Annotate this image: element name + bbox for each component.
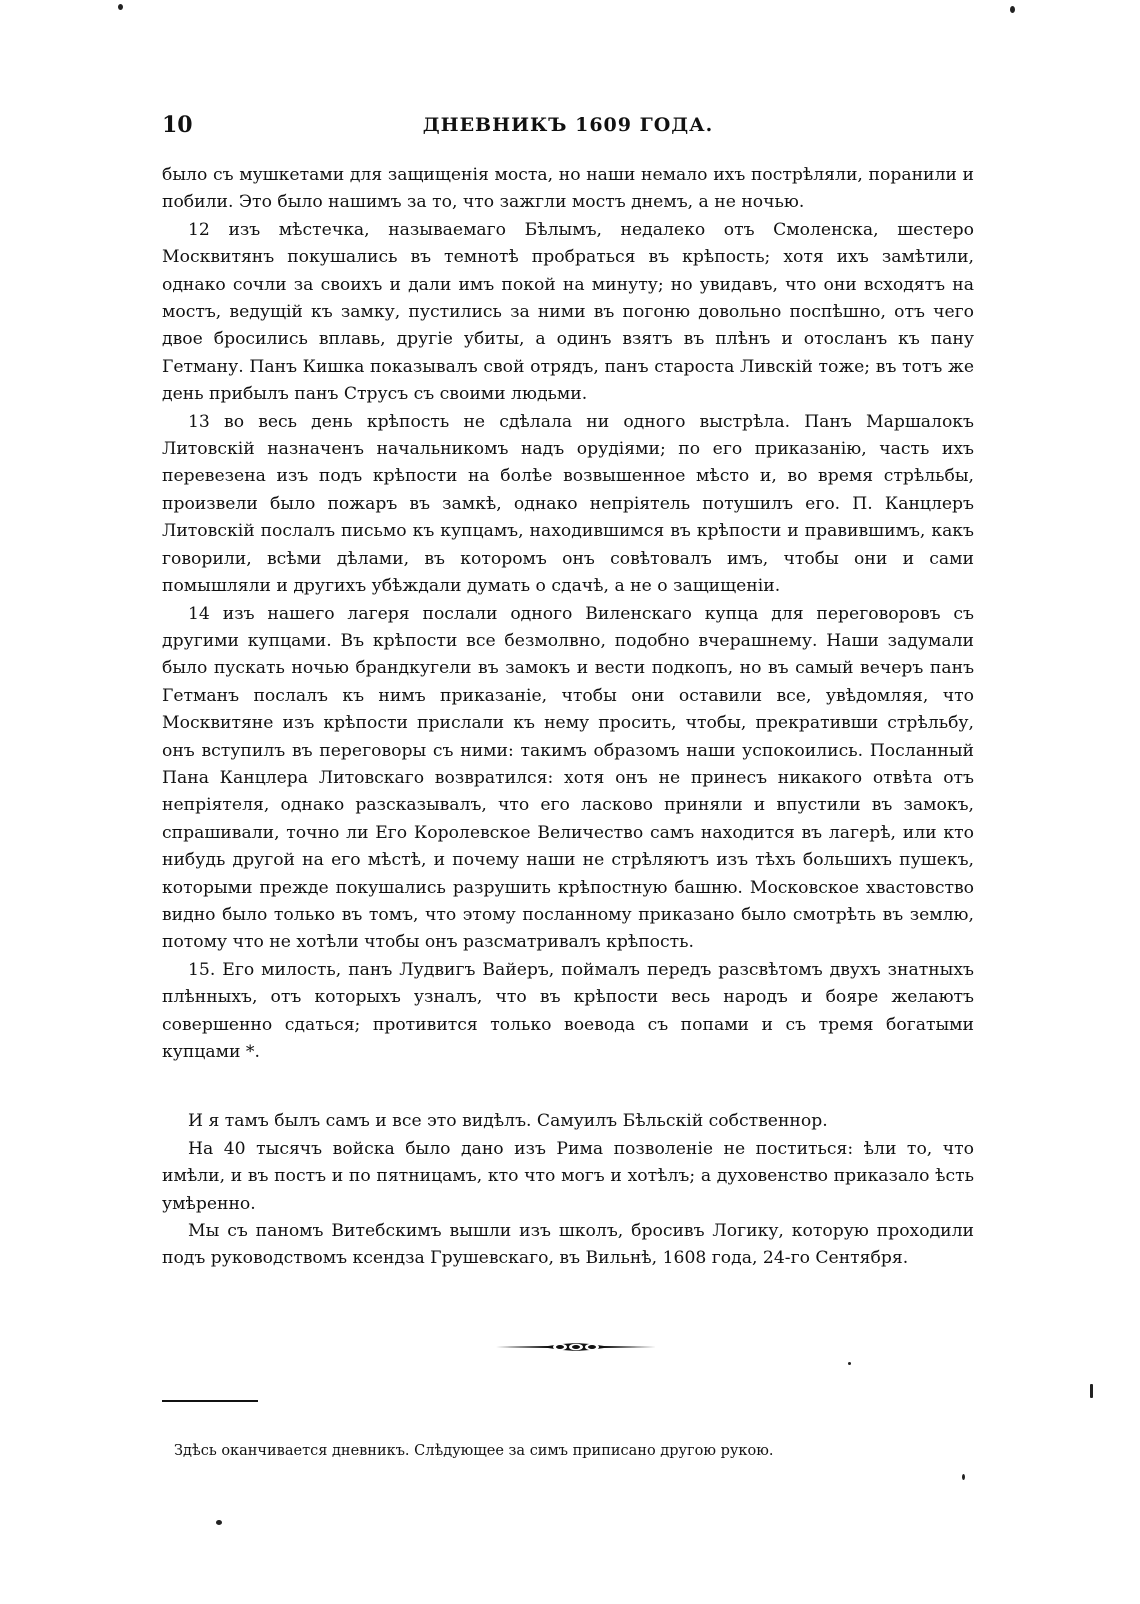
paragraph-continued: было съ мушкетами для защищенія моста, но наши немало ихъ пострѣляли, поранили и побили. Это было нашимъ за то, что зажгли мостъ днемъ, а не ночью. (162, 165, 974, 213)
postscript-fasting: На 40 тысячъ войска было дано изъ Рима позволеніе не поститься: ѣли то, что имѣли, и въ постъ и по пятницамъ, кто что могъ и хотѣлъ; а духовенство приказало ѣсть умѣренно. (162, 1138, 974, 1214)
paragraph-day-13: 13 во весь день крѣпость не сдѣлала ни одного выстрѣла. Панъ Маршалокъ Литовскій назначенъ начальникомъ надъ орудіями; по его приказанію, часть ихъ перевезена изъ подъ крѣпости на болѣе возвышенное мѣсто и, во время стрѣльбы, произвели было пожаръ въ замкѣ, однако непріятель потушилъ его. П. Канцлеръ Литовскій послалъ письмо къ купцамъ, находившимся въ крѣпости и правившимъ, какъ говорили, всѣми дѣлами, въ которомъ онъ совѣтовалъ имъ, чтобы они и сами помышляли и другихъ убѣждали думать о сдачѣ, а не о защищеніи. (162, 411, 974, 597)
main-text (162, 162, 974, 1273)
footnote-rule (162, 1400, 258, 1402)
scan-speck (118, 4, 123, 10)
postscript-signature: И я тамъ былъ самъ и все это видѣлъ. Самуилъ Бѣльскій собственнор. (188, 1111, 828, 1132)
scan-speck (848, 1362, 851, 1365)
postscript-school: Мы съ паномъ Витебскимъ вышли изъ школъ, бросивъ Логику, которую проходили подъ руководствомъ ксендза Грушевскаго, въ Вильнѣ, 1608 года, 24-го Сентября. (162, 1221, 974, 1269)
scan-speck (962, 1474, 965, 1480)
section-gap (162, 1066, 974, 1108)
ornament-divider (496, 1340, 656, 1354)
footnote: Здѣсь оканчивается дневникъ. Слѣдующее за симъ приписано другою рукою. (174, 1443, 774, 1459)
scan-speck (1010, 6, 1015, 13)
paragraph-day-15: 15. Его милость, панъ Лудвигъ Вайеръ, поймалъ передъ разсвѣтомъ двухъ знатныхъ плѣнныхъ, отъ которыхъ узналъ, что въ крѣпости весь народъ и бояре желаютъ совершенно сдаться; противится только воевода съ попами и съ тремя богатыми купцами *. (162, 959, 974, 1062)
scan-speck (216, 1520, 222, 1525)
page-header (162, 112, 974, 144)
page-number: 10 (162, 112, 193, 138)
running-title: ДНЕВНИКЪ 1609 ГОДА. (422, 114, 714, 136)
scan-speck (1090, 1384, 1093, 1398)
paragraph-day-14: 14 изъ нашего лагеря послали одного Виленскаго купца для переговоровъ съ другими купцами. Въ крѣпости все безмолвно, подобно вчерашнему. Наши задумали было пускать ночью брандкугели въ замокъ и вести подкопъ, но въ самый вечеръ панъ Гетманъ послалъ къ нимъ приказаніе, чтобы они оставили все, увѣдомляя, что Москвитяне изъ крѣпости прислали къ нему просить, чтобы, прекративши стрѣльбу, онъ вступилъ въ переговоры съ ними: такимъ образомъ наши успокоились. Посланный Пана Канцлера Литовскаго возвратился: хотя онъ не принесъ никакого отвѣта отъ непріятеля, однако разсказывалъ, что его ласково приняли и впустили въ замокъ, спрашивали, точно ли Его Королевское Величество самъ находится въ лагерѣ, или кто нибудь другой на его мѣстѣ, и почему наши не стрѣляютъ изъ тѣхъ большихъ пушекъ, которыми прежде покушались разрушить крѣпостную башню. Московское хвастовство видно было только въ томъ, что этому посланному приказано было смотрѣть въ землю, потому что не хотѣли чтобы онъ разсматривалъ крѣпость. (162, 603, 974, 953)
paragraph-day-12: 12 изъ мѣстечка, называемаго Бѣлымъ, недалеко отъ Смоленска, шестеро Москвитянъ покушались въ темнотѣ пробраться въ крѣпость; хотя ихъ замѣтили, однако сочли за своихъ и дали имъ покой на минуту; но увидавъ, что они всходятъ на мостъ, ведущій къ замку, пустились за ними въ погоню довольно поспѣшно, отъ чего двое бросились вплавь, другіе убиты, а одинъ взятъ въ плѣнъ и отосланъ къ пану Гетману. Панъ Кишка показывалъ свой отрядъ, панъ староста Ливскій тоже; въ тотъ же день прибылъ панъ Струсъ съ своими людьми. (162, 219, 974, 405)
